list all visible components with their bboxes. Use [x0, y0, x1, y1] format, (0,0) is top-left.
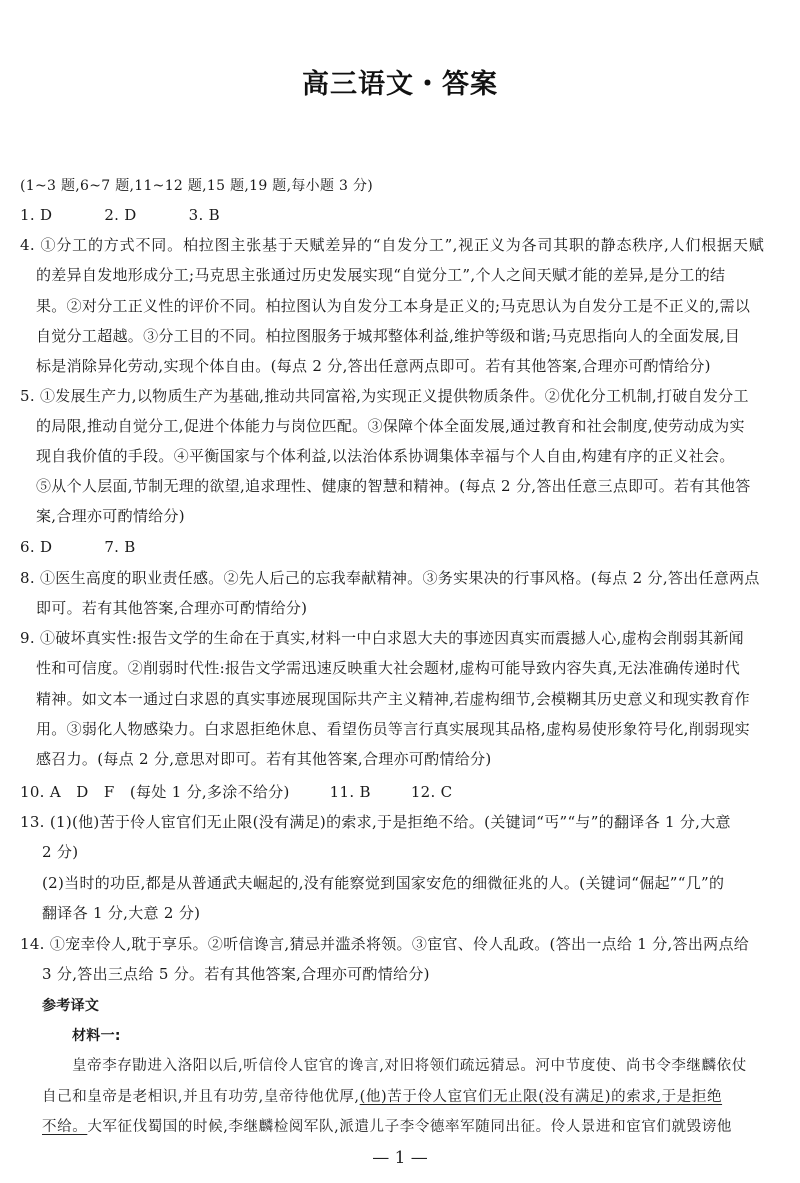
answer-1: 1. D	[20, 206, 53, 224]
q9-line: 精神。如文本一通过白求恩的真实事迹展现国际共产主义精神,若虚构细节,会模糊其历史意义和现实教育作	[36, 690, 750, 708]
translation-text: 大军征伐蜀国的时候,李继麟检阅军队,派遣儿子李令德率军随同出征。伶人景进和宦官们就毁谤他	[87, 1119, 732, 1135]
score-note: (1~3 题,6~7 题,11~12 题,15 题,19 题,每小题 3 分)	[20, 178, 374, 194]
material-label: 材料一:	[72, 1028, 121, 1044]
q13-part1-line: 2 分)	[42, 843, 79, 861]
q5-line: 现自我价值的手段。④平衡国家与个体利益,以法治体系协调集体幸福与个人自由,构建有序的正义社会。	[36, 447, 735, 465]
q4-line: 自觉分工超越。③分工目的不同。柏拉图服务于城邦整体利益,维护等级和谐;马克思指向人的全面发展,目	[36, 327, 740, 345]
q4-line: 4. ①分工的方式不同。柏拉图主张基于天赋差异的“自发分工”,视正义为各司其职的静态秩序,人们根据天赋	[20, 236, 764, 254]
answer-6: 6. D	[20, 538, 53, 556]
answer-10: 10. A D F (每处 1 分,多涂不给分)	[20, 783, 290, 801]
translation-text: 自己和皇帝是老相识,并且有功劳,皇帝待他优厚,	[42, 1089, 360, 1105]
q5-line: 案,合理亦可酌情给分)	[36, 507, 185, 525]
answer-2: 2. D	[104, 206, 137, 224]
answer-11: 11. B	[329, 783, 371, 801]
answers-10-12	[20, 782, 452, 802]
translation-line	[42, 1087, 722, 1107]
underlined-sentence: (他)苦于伶人宦官们无止限(没有满足)的索求,于是拒绝	[359, 1089, 723, 1105]
answer-3: 3. B	[188, 206, 220, 224]
q13-part2-line: (2)当时的功臣,都是从普通武夫崛起的,没有能察觉到国家安危的细微征兆的人。(关键词“倔起”“几”的	[42, 874, 725, 892]
answer-12: 12. C	[410, 783, 453, 801]
page-title: 高三语文・答案	[302, 69, 498, 100]
q14-line: 3 分,答出三点给 5 分。若有其他答案,合理亦可酌情给分)	[42, 965, 430, 983]
answers-1-3	[20, 205, 220, 225]
q5-line: 的局限,推动自觉分工,促进个体能力与岗位匹配。③保障个体全面发展,通过教育和社会制度,使劳动成为实	[36, 417, 745, 435]
q9-line: 感召力。(每点 2 分,意思对即可。若有其他答案,合理亦可酌情给分)	[36, 750, 492, 768]
q13-part2-line: 翻译各 1 分,大意 2 分)	[42, 904, 201, 922]
underlined-sentence: 不给。	[42, 1119, 88, 1135]
q9-line: 用。③弱化人物感染力。白求恩拒绝休息、看望伤员等言行真实展现其品格,虚构易使形象符号化,削弱现实	[36, 720, 750, 738]
translation-heading: 参考译文	[42, 998, 100, 1014]
page-number: — 1 —	[372, 1148, 428, 1168]
q5-line: 5. ①发展生产力,以物质生产为基础,推动共同富裕,为实现正义提供物质条件。②优化分工机制,打破自发分工	[20, 387, 749, 405]
answers-6-7	[20, 537, 136, 557]
q4-line: 果。②对分工正义性的评价不同。柏拉图认为自发分工本身是正义的;马克思认为自发分工是不正义的,需以	[36, 297, 751, 315]
answer-7: 7. B	[104, 538, 136, 556]
q14-line: 14. ①宠幸伶人,耽于享乐。②听信谗言,猜忌并滥杀将领。③宦官、伶人乱政。(答出一点给 1 分,答出两点给	[20, 935, 750, 953]
q9-line: 9. ①破坏真实性:报告文学的生命在于真实,材料一中白求恩大夫的事迹因真实而震撼人心,虚构会削弱其新闻	[20, 629, 744, 647]
q13-part1-line: 13. (1)(他)苦于伶人宦官们无止限(没有满足)的索求,于是拒绝不给。(关键词“丐”“与”的翻译各 1 分,大意	[20, 813, 731, 831]
q8-line: 8. ①医生高度的职业责任感。②先人后己的忘我奉献精神。③务实果决的行事风格。(每点 2 分,答出任意两点	[20, 569, 760, 587]
translation-line	[42, 1117, 732, 1137]
q8-line: 即可。若有其他答案,合理亦可酌情给分)	[36, 599, 308, 617]
q5-line: ⑤从个人层面,节制无理的欲望,追求理性、健康的智慧和精神。(每点 2 分,答出任意三点即可。若有其他答	[36, 477, 751, 495]
translation-line: 皇帝李存勖进入洛阳以后,听信伶人宦官的谗言,对旧将领们疏远猜忌。河中节度使、尚书令李继麟依仗	[72, 1058, 747, 1074]
q4-line: 的差异自发地形成分工;马克思主张通过历史发展实现“自觉分工”,个人之间天赋才能的差异,是分工的结	[36, 266, 726, 284]
q9-line: 性和可信度。②削弱时代性:报告文学需迅速反映重大社会题材,虚构可能导致内容失真,无法准确传递时代	[36, 659, 740, 677]
q4-line: 标是消除异化劳动,实现个体自由。(每点 2 分,答出任意两点即可。若有其他答案,合理亦可酌情给分)	[36, 357, 711, 375]
